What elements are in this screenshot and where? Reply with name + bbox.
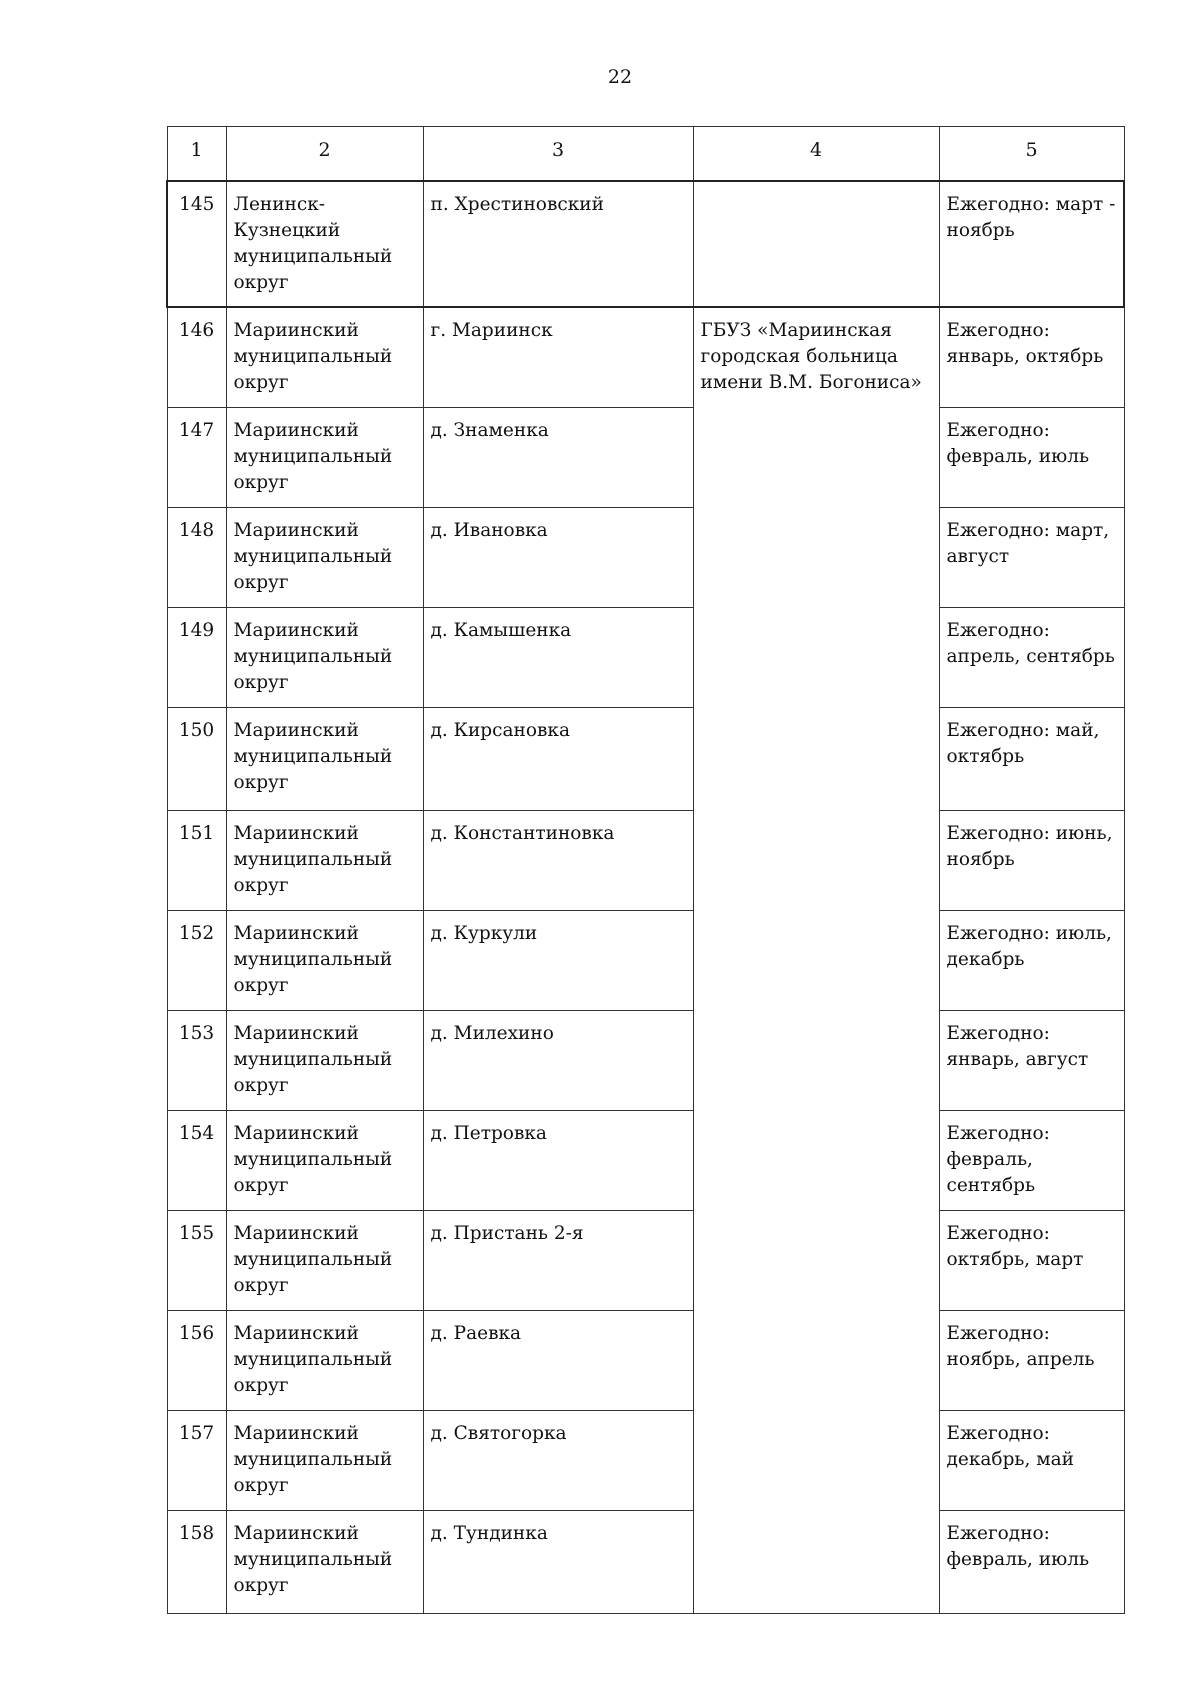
row-number: 158 [167,1511,226,1614]
row-number: 150 [167,708,226,811]
column-header: 1 [167,127,226,182]
district-cell: Мариинский муниципальный округ [226,1011,423,1111]
row-number: 151 [167,811,226,911]
table-row [167,408,1124,508]
row-number: 148 [167,508,226,608]
locality-cell: д. Петровка [423,1111,693,1211]
locality-cell: д. Кирсановка [423,708,693,811]
row-number: 146 [167,307,226,408]
table-row [167,1011,1124,1111]
row-number: 147 [167,408,226,508]
locality-cell: д. Святогорка [423,1411,693,1511]
schedule-cell: Ежегодно: январь, октябрь [939,307,1124,408]
schedule-cell: Ежегодно: январь, август [939,1011,1124,1111]
row-number: 152 [167,911,226,1011]
locality-cell: г. Мариинск [423,307,693,408]
table-row [167,911,1124,1011]
district-cell: Мариинский муниципальный округ [226,708,423,811]
locality-cell: п. Хрестиновский [423,181,693,307]
table-row [167,708,1124,811]
table-row [167,811,1124,911]
locality-cell: д. Пристань 2-я [423,1211,693,1311]
schedule-cell: Ежегодно: декабрь, май [939,1411,1124,1511]
district-cell: Мариинский муниципальный округ [226,608,423,708]
schedule-cell: Ежегодно: апрель, сентябрь [939,608,1124,708]
table-row [167,1311,1124,1411]
row-number: 153 [167,1011,226,1111]
schedule-cell: Ежегодно: октябрь, март [939,1211,1124,1311]
locality-cell: д. Константиновка [423,811,693,911]
institution-cell [693,181,939,307]
column-header: 5 [939,127,1124,182]
schedule-cell: Ежегодно: февраль, июль [939,1511,1124,1614]
column-header: 2 [226,127,423,182]
table-header-row [167,127,1124,182]
table-row [167,181,1124,307]
table-row [167,1211,1124,1311]
district-cell: Мариинский муниципальный округ [226,811,423,911]
schedule-cell: Ежегодно: март - ноябрь [939,181,1124,307]
locality-cell: д. Знаменка [423,408,693,508]
column-header: 3 [423,127,693,182]
row-number: 155 [167,1211,226,1311]
district-cell: Мариинский муниципальный округ [226,1511,423,1614]
table-row [167,1111,1124,1211]
schedule-cell: Ежегодно: февраль, июль [939,408,1124,508]
locality-cell: д. Куркули [423,911,693,1011]
locality-cell: д. Раевка [423,1311,693,1411]
schedule-cell: Ежегодно: май, октябрь [939,708,1124,811]
district-cell: Мариинский муниципальный округ [226,1411,423,1511]
table-row [167,1411,1124,1511]
schedule-table [166,126,1125,1614]
district-cell: Мариинский муниципальный округ [226,307,423,408]
column-header: 4 [693,127,939,182]
locality-cell: д. Камышенка [423,608,693,708]
table-row [167,1511,1124,1614]
schedule-cell: Ежегодно: июнь, ноябрь [939,811,1124,911]
locality-cell: д. Милехино [423,1011,693,1111]
schedule-cell: Ежегодно: ноябрь, апрель [939,1311,1124,1411]
page-number: 22 [607,66,633,88]
schedule-cell: Ежегодно: июль, декабрь [939,911,1124,1011]
locality-cell: д. Тундинка [423,1511,693,1614]
district-cell: Мариинский муниципальный округ [226,1111,423,1211]
locality-cell: д. Ивановка [423,508,693,608]
table-row [167,608,1124,708]
district-cell: Мариинский муниципальный округ [226,408,423,508]
row-number: 157 [167,1411,226,1511]
institution-cell: ГБУЗ «Мариинская городская больница имени В.М. Богониса» [693,307,939,1614]
district-cell: Мариинский муниципальный округ [226,508,423,608]
row-number: 145 [167,181,226,307]
table-row [167,307,1124,408]
district-cell: Ленинск-Кузнецкий муниципальный округ [226,181,423,307]
row-number: 154 [167,1111,226,1211]
row-number: 156 [167,1311,226,1411]
district-cell: Мариинский муниципальный округ [226,911,423,1011]
table-row [167,508,1124,608]
district-cell: Мариинский муниципальный округ [226,1311,423,1411]
district-cell: Мариинский муниципальный округ [226,1211,423,1311]
schedule-cell: Ежегодно: февраль, сентябрь [939,1111,1124,1211]
row-number: 149 [167,608,226,708]
schedule-cell: Ежегодно: март, август [939,508,1124,608]
